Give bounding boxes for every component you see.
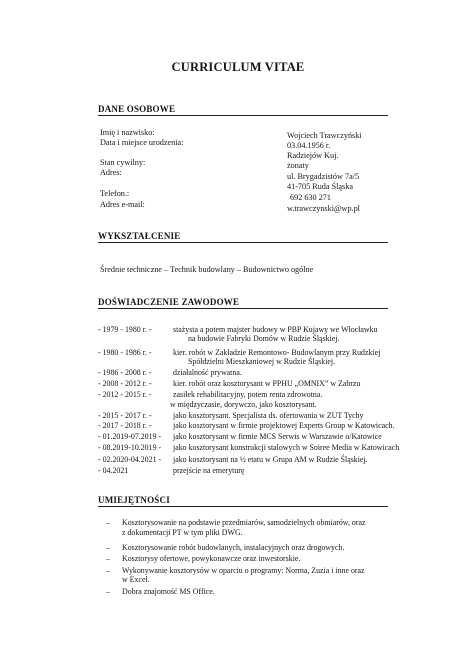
- skill-text: z dokumentacji PT w tym pliki DWG.: [122, 528, 243, 537]
- experience-section: [98, 297, 398, 309]
- experience-text: jako kosztorysant. Specjalista ds. ofertowania w ZUT Tychy: [173, 411, 364, 420]
- experience-text: na budowie Fabryki Domów w Rudzie Śląskiej.: [188, 334, 340, 343]
- personal-heading: DANE OSOBOWE: [98, 104, 388, 116]
- personal-label: Adres e-mail:: [100, 200, 145, 209]
- personal-value: Radziejów Kuj.: [287, 151, 339, 160]
- personal-label: Adres:: [100, 168, 122, 177]
- personal-label: Telefon.:: [100, 189, 130, 198]
- experience-date: - 2008 - 2012 r. -: [98, 379, 152, 388]
- experience-text: jako kosztorysant w firmie projektowej Experts Group w Katowicach.: [173, 421, 395, 430]
- experience-date: - 2017 - 2018 r. -: [98, 421, 152, 430]
- experience-text: jako kosztorysant konstrukcji stalowych w Soiree Media w Katowicach: [173, 443, 400, 452]
- experience-date: - 1979 - 1980 r. -: [98, 325, 152, 334]
- experience-heading: DOŚWIADCZENIE ZAWODOWE: [98, 297, 388, 309]
- personal-value: ul. Brygadzistów 7a/5: [287, 172, 360, 181]
- skill-text: Dobra znajomość MS Office.: [122, 587, 215, 596]
- skill-bullet: –: [106, 566, 110, 575]
- personal-value: w.trawczynski@wp.pl: [287, 204, 360, 213]
- experience-date: - 2012 - 2015 r. -: [98, 390, 152, 399]
- page-title: CURRICULUM VITAE: [171, 60, 305, 74]
- skill-bullet: –: [106, 543, 110, 552]
- experience-text: zasiłek rehabilitacyjny, potem renta zdrowotna.: [173, 390, 323, 399]
- experience-date: - 1986 - 2008 r. -: [98, 368, 152, 377]
- skill-text: w Excel.: [122, 575, 150, 584]
- skill-bullet: –: [106, 518, 110, 527]
- personal-value: żonaty: [287, 161, 309, 170]
- personal-value: 41-705 Ruda Śląska: [287, 182, 353, 191]
- skill-bullet: –: [106, 587, 110, 596]
- personal-label: Imię i nazwisko:: [100, 128, 155, 137]
- personal-label: Data i miejsce urodzenia:: [100, 138, 184, 147]
- skill-text: Kosztorysowanie na podstawie przedmiarów, samodzielnych obmiarów, oraz: [122, 518, 366, 527]
- personal-value: 692 630 271: [290, 193, 331, 202]
- experience-text: jako kosztorysant w firmie MCS Serwis w Warszawie o/Katowice: [173, 432, 382, 441]
- personal-label: Stan cywilny:: [100, 158, 146, 167]
- experience-text: przejście na emeryturę: [173, 466, 245, 475]
- education-text: Średnie techniczne – Technik budowlany – Budownictwo ogólne: [100, 265, 314, 274]
- skills-section: [98, 495, 398, 507]
- experience-date: - 01.2019-07.2019 -: [98, 432, 162, 441]
- experience-text: kier. robót oraz kosztorysant w PPHU „OMNIX” w Zabrzu: [173, 379, 361, 388]
- skill-text: Wykonywanie kosztorysów w oparciu o programy: Norma, Zuzia i inne oraz: [122, 566, 365, 575]
- skill-text: Kosztorysy ofertowe, powykonawcze oraz inwestorskie.: [122, 554, 301, 563]
- skill-bullet: –: [106, 554, 110, 563]
- skill-text: Kosztorysowanie robót budowlanych, instalacyjnych oraz drogowych.: [122, 543, 345, 552]
- experience-text: w międzyczasie, dorywczo, jako kosztorysant.: [170, 400, 317, 409]
- experience-date: - 1980 - 1986 r. -: [98, 348, 152, 357]
- personal-section: [98, 104, 398, 116]
- experience-date: - 2015 - 2017 r. -: [98, 411, 152, 420]
- experience-date: - 02.2020-04.2021 -: [98, 455, 162, 464]
- experience-date: - 08.2019-10.2019 -: [98, 443, 162, 452]
- experience-text: stażysta a potem majster budowy w PBP Kujawy we Włocławku: [173, 325, 378, 334]
- experience-text: jako kosztorysant na ½ etatu w Grupa AM w Rudzie Śląskiej.: [173, 455, 368, 464]
- education-section: [98, 231, 398, 243]
- experience-date: - 04.2021: [98, 466, 129, 475]
- experience-text: kier. robót w Zakładzie Remontowo- Budowlanym przy Rudzkiej: [173, 348, 381, 357]
- experience-text: działalność prywatna.: [173, 368, 242, 377]
- personal-value: 03.04.1956 r.: [287, 141, 331, 150]
- skills-heading: UMIEJĘTNOŚCI: [98, 495, 388, 507]
- experience-text: Spółdzielni Mieszkaniowej w Rudzie Śląskiej.: [188, 357, 336, 366]
- personal-value: Wojciech Trawczyński: [287, 131, 362, 140]
- education-heading: WYKSZTAŁCENIE: [98, 231, 388, 243]
